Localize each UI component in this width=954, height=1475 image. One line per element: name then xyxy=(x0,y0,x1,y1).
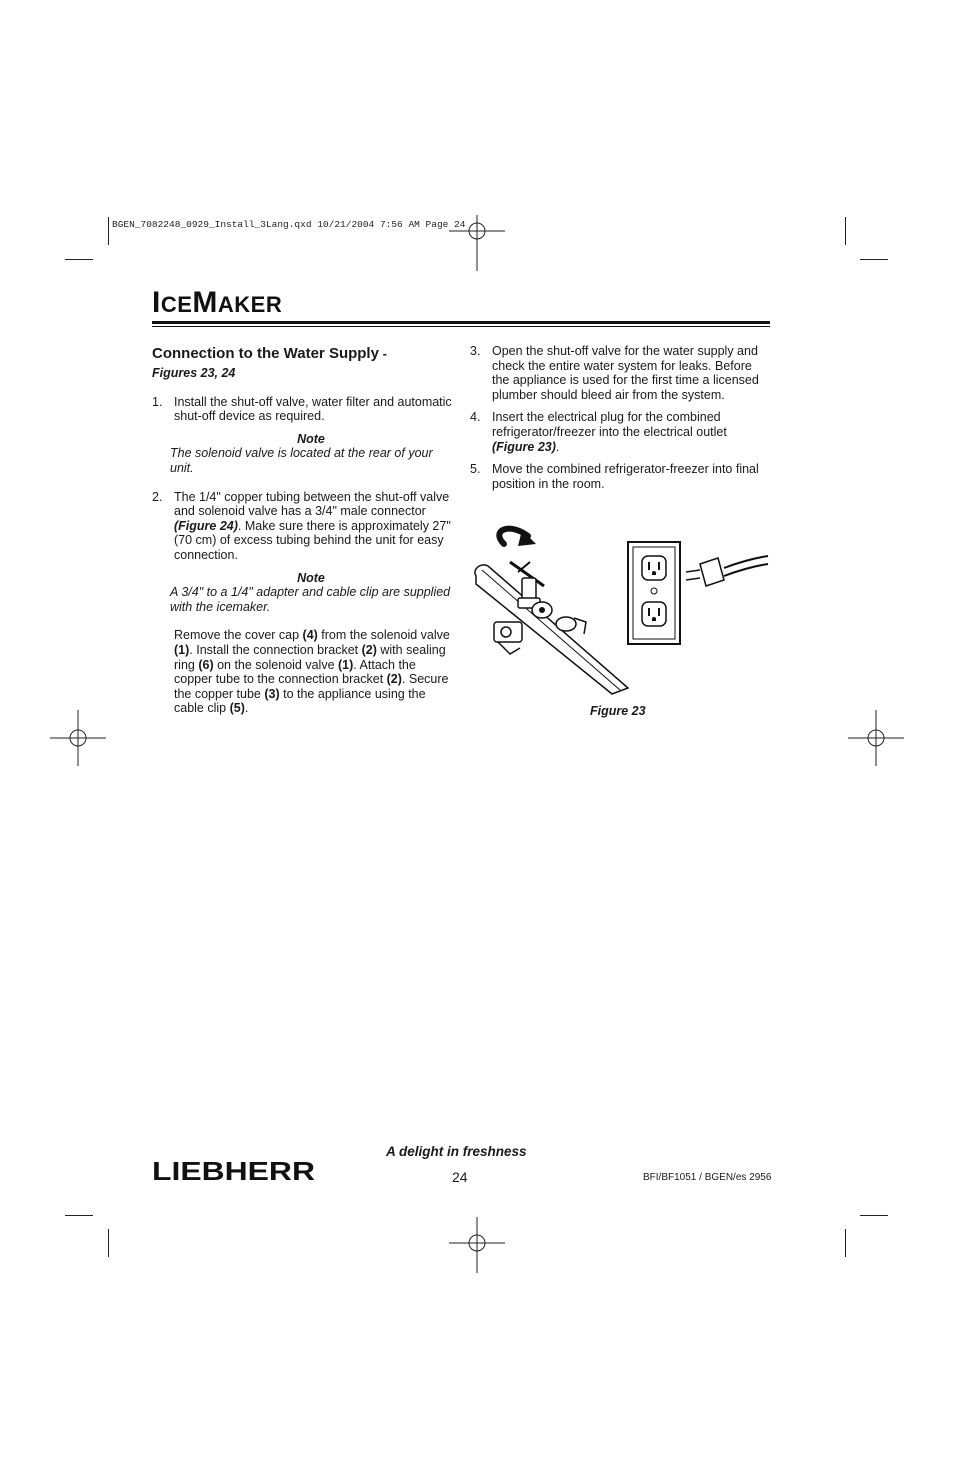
list-item: 2. The 1/4" copper tubing between the shut-off valve and solenoid valve has a 3/4" male connector (Figure 24). Make sure there is approximately 27" (70 cm) of excess tubing behind the unit for easy connection. xyxy=(152,489,451,562)
document-id: BFI/BF1051 / BGEN/es 2956 xyxy=(643,1172,772,1183)
file-slug-line: BGEN_7082248_0929_Install_3Lang.qxd 10/21/2004 7:56 AM Page 24 xyxy=(112,219,466,230)
svg-text:LIEBHERR: LIEBHERR xyxy=(152,1156,316,1184)
registration-mark-top xyxy=(447,213,507,273)
list-item: 3. Open the shut-off valve for the water supply and check the entire water system for leaks. Before the appliance is used for the first time a licensed plumber should bleed air from the system. xyxy=(470,344,759,402)
registration-mark-left xyxy=(48,708,108,768)
list-item: 4. Insert the electrical plug for the combined refrigerator/freezer into the electrical outlet (Figure 23). xyxy=(470,410,727,454)
left-column xyxy=(152,344,452,716)
power-plug-icon xyxy=(686,556,768,586)
list-item: 1. Install the shut-off valve, water filter and automatic shut-off device as required. xyxy=(152,394,452,424)
note-text: The solenoid valve is located at the rear of your unit. xyxy=(170,446,433,475)
right-column xyxy=(470,344,770,499)
brand-tagline: A delight in freshness xyxy=(386,1144,527,1159)
crop-mark xyxy=(860,259,888,260)
note-title: Note xyxy=(297,431,325,446)
figure-caption: Figure 23 xyxy=(590,704,646,718)
title-rule-thick xyxy=(152,321,770,324)
crop-mark xyxy=(65,259,93,260)
crop-mark xyxy=(65,1215,93,1216)
title-rule-thin xyxy=(152,326,770,327)
section-heading: Connection to the Water Supply - xyxy=(152,345,387,362)
page-title: ICEMAKER xyxy=(152,286,283,319)
electrical-outlet-icon xyxy=(628,542,680,644)
crop-mark xyxy=(845,1229,846,1257)
crop-mark xyxy=(860,1215,888,1216)
crop-mark xyxy=(845,217,846,245)
registration-mark-bottom xyxy=(447,1215,507,1275)
page-number: 24 xyxy=(452,1169,468,1185)
figure-23-illustration xyxy=(470,518,770,696)
crop-mark xyxy=(108,1229,109,1257)
registration-mark-right xyxy=(846,708,906,768)
list-item: 5. Move the combined refrigerator-freezer into final position in the room. xyxy=(470,462,759,491)
note-text: A 3/4" to a 1/4" adapter and cable clip are supplied with the icemaker. xyxy=(170,585,451,614)
liebherr-logo xyxy=(152,1156,317,1184)
instruction-paragraph: Remove the cover cap (4) from the solenoid valve (1). Install the connection bracket (2) with sealing ring (6) on the solenoid valve (1). Attach the copper tube to the connection bracket (2). Secure the copper tube (3) to the appliance using the cable clip (5). xyxy=(174,628,450,716)
rotate-arrow-icon xyxy=(499,528,536,546)
figures-reference: Figures 23, 24 xyxy=(152,366,236,380)
crop-mark xyxy=(108,217,109,245)
note-title: Note xyxy=(297,570,325,585)
